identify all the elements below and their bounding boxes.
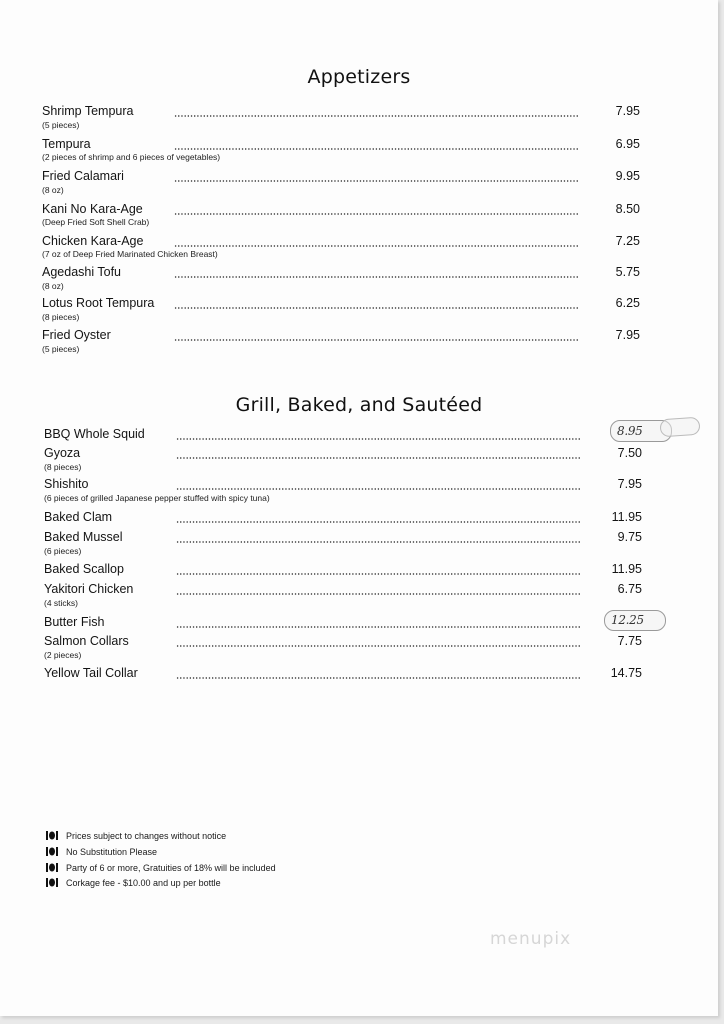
leader-dots (174, 339, 578, 341)
note-text: Corkage fee - $10.00 and up per bottle (66, 878, 221, 888)
item-desc: (7 oz of Deep Fried Marinated Chicken Breast) (42, 249, 218, 259)
appetizers-heading: Appetizers (307, 66, 411, 88)
item-name: Agedashi Tofu (42, 265, 121, 279)
item-name: Gyoza (44, 446, 81, 460)
item-desc: (6 pieces of grilled Japanese pepper stuffed with spicy tuna) (44, 493, 270, 503)
leader-dots (176, 521, 580, 523)
item-desc: (2 pieces) (44, 650, 82, 660)
leader-dots (176, 541, 580, 543)
item-price: 7.50 (617, 446, 642, 460)
item-name: Baked Clam (44, 510, 113, 524)
leader-dots (174, 148, 578, 150)
item-price: 7.95 (617, 477, 642, 491)
note-gratuity (46, 862, 276, 874)
price-sticker-old (659, 417, 700, 438)
leader-dots (176, 438, 580, 440)
item-name: Yellow Tail Collar (44, 666, 138, 680)
watermark: menupix (490, 929, 572, 949)
leader-dots (174, 307, 578, 309)
item-name: Salmon Collars (44, 634, 129, 648)
item-price: 7.95 (615, 328, 640, 342)
item-desc: (Deep Fried Soft Shell Crab) (42, 217, 150, 227)
item-name: Tempura (42, 137, 91, 151)
item-price: 8.50 (615, 202, 640, 216)
item-name: Lotus Root Tempura (42, 296, 155, 310)
note-text: No Substitution Please (66, 847, 158, 857)
note-corkage (46, 877, 221, 889)
leader-dots (174, 276, 578, 278)
item-name: Baked Scallop (44, 562, 124, 576)
item-desc: (8 pieces) (44, 462, 82, 472)
item-name: Baked Mussel (44, 530, 123, 544)
item-desc: (5 pieces) (42, 120, 80, 130)
plate-icon (46, 863, 58, 872)
item-name: Fried Oyster (42, 328, 111, 342)
item-desc: (8 pieces) (42, 312, 80, 322)
leader-dots (174, 180, 578, 182)
leader-dots (176, 593, 580, 595)
item-name: BBQ Whole Squid (44, 427, 145, 441)
leader-dots (176, 677, 580, 679)
leader-dots (176, 626, 580, 628)
leader-dots (174, 213, 578, 215)
item-price: 6.95 (615, 137, 640, 151)
item-desc: (6 pieces) (44, 546, 82, 556)
item-price: 7.75 (617, 634, 642, 648)
item-price-handwritten: 12.25 (611, 613, 644, 627)
item-name: Kani No Kara-Age (42, 202, 143, 216)
plate-icon (46, 847, 58, 856)
item-name: Shrimp Tempura (42, 104, 134, 118)
leader-dots (176, 488, 580, 490)
item-name: Butter Fish (44, 615, 105, 629)
note-substitution (46, 846, 157, 858)
item-desc: (8 oz) (42, 185, 64, 195)
item-price: 11.95 (611, 562, 642, 576)
leader-dots (176, 573, 580, 575)
plate-icon (46, 878, 58, 887)
item-name: Shishito (44, 477, 89, 491)
item-price: 9.75 (617, 530, 642, 544)
item-desc: (5 pieces) (42, 344, 80, 354)
note-text: Party of 6 or more, Gratuities of 18% will be included (66, 863, 276, 873)
item-price: 5.75 (615, 265, 640, 279)
item-price: 7.25 (615, 234, 640, 248)
leader-dots (176, 457, 580, 459)
item-price: 6.25 (615, 296, 640, 310)
item-name: Chicken Kara-Age (42, 234, 144, 248)
grill-heading: Grill, Baked, and Sautéed (235, 394, 483, 416)
item-price: 11.95 (611, 510, 642, 524)
item-desc: (8 oz) (42, 281, 64, 291)
leader-dots (176, 645, 580, 647)
item-desc: (4 sticks) (44, 598, 78, 608)
note-text: Prices subject to changes without notice (66, 831, 227, 841)
item-name: Fried Calamari (42, 169, 124, 183)
leader-dots (174, 115, 578, 117)
item-price: 14.75 (610, 666, 642, 680)
item-price: 9.95 (615, 169, 640, 183)
item-name: Yakitori Chicken (44, 582, 134, 596)
note-prices (46, 830, 226, 842)
plate-icon (46, 831, 58, 840)
item-price-handwritten: 8.95 (617, 424, 643, 438)
item-price: 7.95 (615, 104, 640, 118)
item-desc: (2 pieces of shrimp and 6 pieces of vegetables) (42, 152, 221, 162)
leader-dots (174, 245, 578, 247)
item-price: 6.75 (617, 582, 642, 596)
